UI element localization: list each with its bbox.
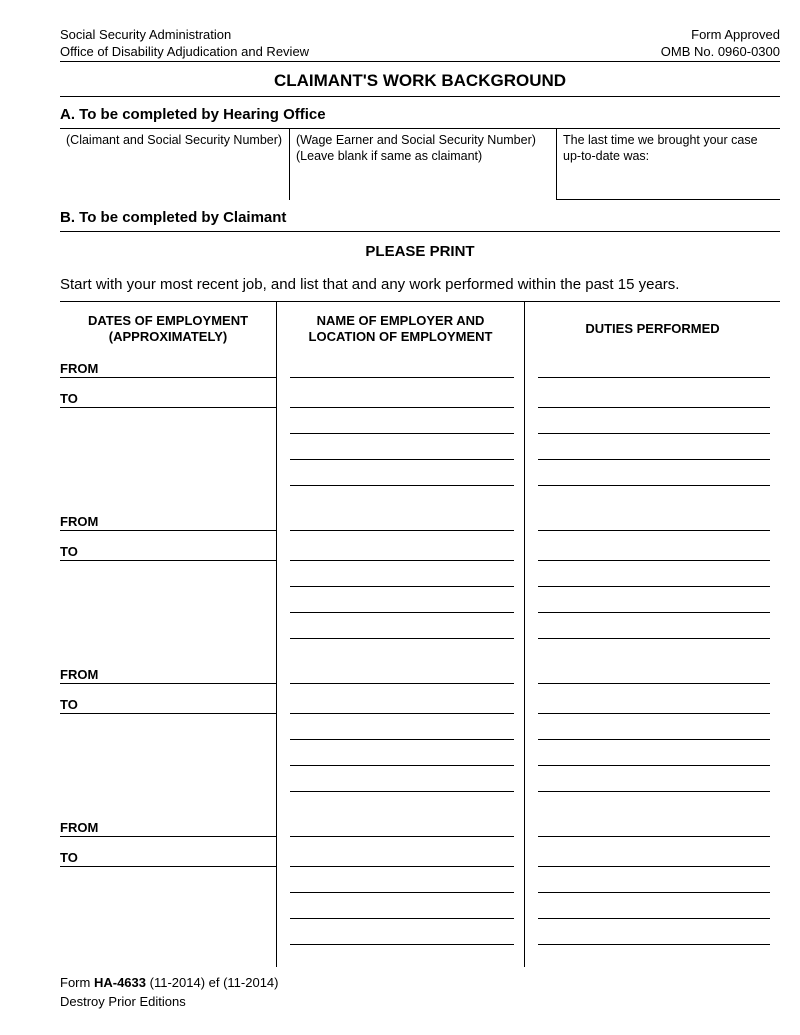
duties-cell bbox=[525, 355, 780, 508]
form-header bbox=[60, 26, 780, 60]
duties-write-line[interactable] bbox=[538, 739, 770, 740]
employer-write-line[interactable] bbox=[290, 866, 514, 867]
section-b-divider bbox=[60, 231, 780, 232]
to-date-field[interactable] bbox=[60, 390, 276, 408]
employer-write-line[interactable] bbox=[290, 586, 514, 587]
from-label: FROM bbox=[60, 361, 99, 376]
employer-write-line[interactable] bbox=[290, 530, 514, 531]
employer-write-line[interactable] bbox=[290, 791, 514, 792]
duties-write-line[interactable] bbox=[538, 683, 770, 684]
duties-write-line[interactable] bbox=[538, 918, 770, 919]
header-duties-performed bbox=[525, 302, 780, 355]
office-name: Office of Disability Adjudication and Review bbox=[60, 44, 310, 59]
duties-write-line[interactable] bbox=[538, 836, 770, 837]
please-print-note: PLEASE PRINT bbox=[365, 243, 475, 260]
employer-write-line[interactable] bbox=[290, 739, 514, 740]
agency-name: Social Security Administration bbox=[60, 27, 232, 42]
duties-cell bbox=[525, 508, 780, 661]
wage-earner-ssn-label-line2: (Leave blank if same as claimant) bbox=[296, 149, 483, 163]
employer-write-line[interactable] bbox=[290, 433, 514, 434]
from-date-field[interactable] bbox=[60, 666, 276, 684]
employer-cell bbox=[277, 814, 525, 967]
duties-write-line[interactable] bbox=[538, 866, 770, 867]
employer-write-line[interactable] bbox=[290, 892, 514, 893]
table-header-row bbox=[60, 302, 780, 355]
header-duties-line1: DUTIES PERFORMED bbox=[585, 320, 720, 336]
from-label: FROM bbox=[60, 820, 99, 835]
employer-write-line[interactable] bbox=[290, 485, 514, 486]
form-number-prefix: Form bbox=[60, 975, 91, 990]
duties-cell bbox=[525, 814, 780, 967]
duties-write-line[interactable] bbox=[538, 713, 770, 714]
form-approved-text: Form Approved bbox=[691, 27, 780, 42]
from-date-field[interactable] bbox=[60, 819, 276, 837]
duties-write-line[interactable] bbox=[538, 407, 770, 408]
employer-cell bbox=[277, 661, 525, 814]
to-label: TO bbox=[60, 697, 78, 712]
duties-write-line[interactable] bbox=[538, 485, 770, 486]
employer-write-line[interactable] bbox=[290, 377, 514, 378]
from-date-field[interactable] bbox=[60, 360, 276, 378]
duties-write-line[interactable] bbox=[538, 459, 770, 460]
duties-write-line[interactable] bbox=[538, 560, 770, 561]
omb-number: OMB No. 0960-0300 bbox=[660, 44, 780, 59]
work-entry-group-1 bbox=[60, 355, 780, 508]
header-dates-line2: (APPROXIMATELY) bbox=[108, 328, 228, 344]
to-date-field[interactable] bbox=[60, 696, 276, 714]
section-a-fields bbox=[60, 129, 780, 200]
wage-earner-ssn-label-line1: (Wage Earner and Social Security Number) bbox=[296, 133, 536, 147]
employer-write-line[interactable] bbox=[290, 713, 514, 714]
to-date-field[interactable] bbox=[60, 849, 276, 867]
title-divider bbox=[60, 96, 780, 97]
work-entry-group-3 bbox=[60, 661, 780, 814]
duties-write-line[interactable] bbox=[538, 892, 770, 893]
employer-cell bbox=[277, 355, 525, 508]
duties-write-line[interactable] bbox=[538, 638, 770, 639]
form-number-line bbox=[60, 973, 780, 992]
last-update-label: The last time we brought your case up-to-date was: bbox=[563, 133, 758, 163]
employer-write-line[interactable] bbox=[290, 918, 514, 919]
section-b-heading: B. To be completed by Claimant bbox=[60, 209, 287, 226]
form-number-suffix: (11-2014) ef (11-2014) bbox=[149, 975, 279, 990]
employer-cell bbox=[277, 508, 525, 661]
employer-write-line[interactable] bbox=[290, 765, 514, 766]
duties-write-line[interactable] bbox=[538, 791, 770, 792]
work-history-table bbox=[60, 301, 780, 967]
from-date-field[interactable] bbox=[60, 513, 276, 531]
dates-cell bbox=[60, 508, 277, 661]
to-label: TO bbox=[60, 391, 78, 406]
header-employer-line2: LOCATION OF EMPLOYMENT bbox=[308, 328, 493, 344]
header-dates-line1: DATES OF EMPLOYMENT bbox=[87, 312, 249, 328]
duties-write-line[interactable] bbox=[538, 612, 770, 613]
employer-write-line[interactable] bbox=[290, 638, 514, 639]
to-label: TO bbox=[60, 850, 78, 865]
instruction-text: Start with your most recent job, and list that and any work performed within the past 15 years. bbox=[60, 276, 680, 293]
last-update-field[interactable] bbox=[557, 129, 780, 200]
employer-write-line[interactable] bbox=[290, 683, 514, 684]
from-label: FROM bbox=[60, 514, 99, 529]
work-entry-group-2 bbox=[60, 508, 780, 661]
work-entry-group-4 bbox=[60, 814, 780, 967]
dates-cell bbox=[60, 814, 277, 967]
employer-write-line[interactable] bbox=[290, 836, 514, 837]
duties-write-line[interactable] bbox=[538, 377, 770, 378]
form-title: CLAIMANT'S WORK BACKGROUND bbox=[273, 71, 567, 90]
duties-write-line[interactable] bbox=[538, 530, 770, 531]
to-date-field[interactable] bbox=[60, 543, 276, 561]
claimant-ssn-field[interactable] bbox=[60, 129, 290, 200]
employer-write-line[interactable] bbox=[290, 459, 514, 460]
employer-write-line[interactable] bbox=[290, 944, 514, 945]
form-footer bbox=[60, 973, 780, 1011]
employer-write-line[interactable] bbox=[290, 560, 514, 561]
header-divider bbox=[60, 61, 780, 62]
duties-write-line[interactable] bbox=[538, 944, 770, 945]
agency-block bbox=[60, 26, 309, 60]
approval-block bbox=[661, 26, 780, 60]
dates-cell bbox=[60, 355, 277, 508]
from-label: FROM bbox=[60, 667, 99, 682]
form-number: HA-4633 bbox=[93, 975, 146, 990]
employer-write-line[interactable] bbox=[290, 612, 514, 613]
dates-cell bbox=[60, 661, 277, 814]
header-employer-line1: NAME OF EMPLOYER AND bbox=[316, 312, 485, 328]
duties-write-line[interactable] bbox=[538, 586, 770, 587]
duties-cell bbox=[525, 661, 780, 814]
section-a-heading: A. To be completed by Hearing Office bbox=[60, 106, 326, 123]
employer-write-line[interactable] bbox=[290, 407, 514, 408]
duties-write-line[interactable] bbox=[538, 765, 770, 766]
duties-write-line[interactable] bbox=[538, 433, 770, 434]
claimant-ssn-label: (Claimant and Social Security Number) bbox=[66, 133, 283, 147]
header-dates-of-employment bbox=[60, 302, 277, 355]
destroy-note: Destroy Prior Editions bbox=[60, 994, 186, 1009]
wage-earner-ssn-field[interactable] bbox=[290, 129, 557, 200]
header-name-of-employer bbox=[277, 302, 525, 355]
to-label: TO bbox=[60, 544, 78, 559]
